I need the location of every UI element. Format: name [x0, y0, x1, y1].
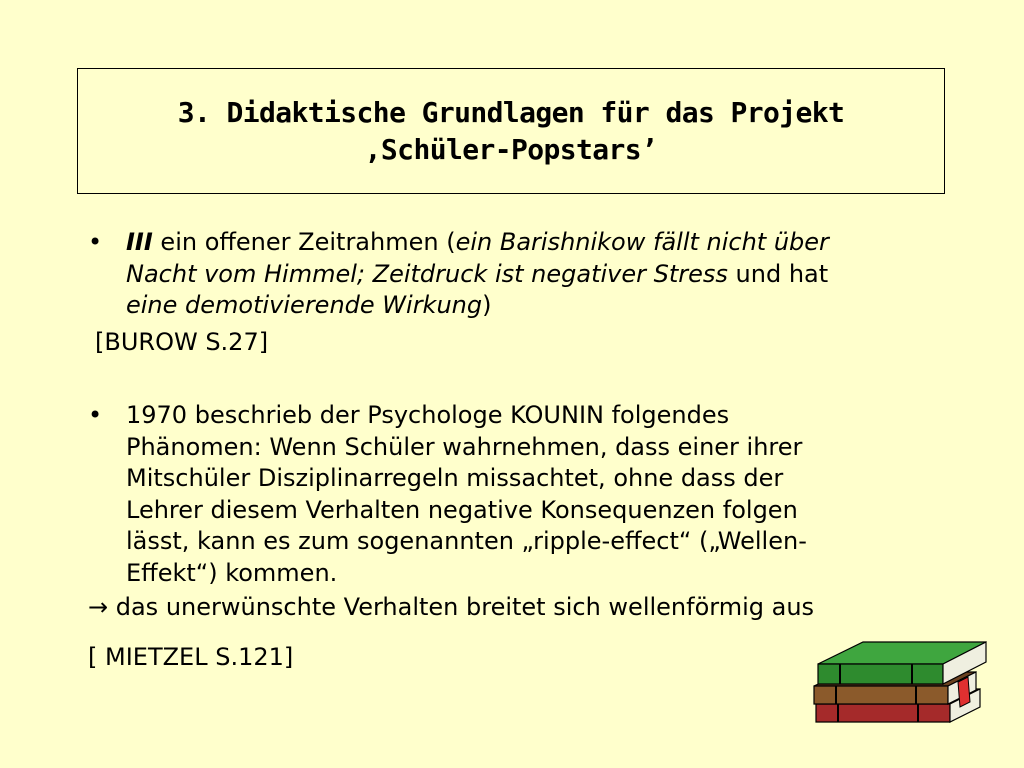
reference-mietzel: [ MIETZEL S.121] [88, 643, 294, 671]
conclusion-text: das unerwünschte Verhalten breitet sich wellenförmig aus [108, 593, 815, 621]
bullet-marker: • [88, 228, 103, 256]
bullet-1-italic-3: eine demotivierende Wirkung [126, 291, 483, 319]
bullet-2-line: Lehrer diesem Verhalten negative Konsequenzen folgen [126, 495, 798, 524]
bullet-1-line-2 [126, 259, 968, 291]
bullet-2-line: lässt, kann es zum sogenannten „ripple-effect“ („Wellen- [126, 527, 807, 555]
bullet-1-plain: ein offener Zeitrahmen ( [152, 228, 456, 256]
bullet-1-italic-2: Nacht vom Himmel; Zeitdruck ist negativer Stress [126, 259, 728, 288]
bullet-2-line: 1970 beschrieb der Psychologe KOUNIN folgendes [126, 401, 730, 429]
bullet-1-plain-2: und hat [727, 259, 829, 288]
bullet-1-lead: III [126, 228, 153, 256]
slide-title-box [77, 68, 945, 194]
bullet-2-line: Phänomen: Wenn Schüler wahrnehmen, dass einer ihrer [126, 432, 803, 461]
bullet-item-2 [88, 400, 968, 589]
reference-burow: [BUROW S.27] [95, 328, 269, 356]
bullet-2-line: Mitschüler Disziplinarregeln missachtet, ohne dass der [126, 464, 784, 492]
bullet-item-1 [88, 227, 968, 322]
bullet-1-line-1 [126, 227, 968, 259]
bullet-1-close-paren: ) [482, 291, 492, 319]
bullet-marker: • [88, 401, 103, 429]
bullet-2-line: Effekt“) kommen. [126, 558, 338, 587]
stack-of-books-icon [808, 634, 993, 733]
slide-title-line-1: 3. Didaktische Grundlagen für das Projekt [177, 96, 845, 129]
bullet-1-line-3 [126, 290, 968, 322]
conclusion-line [88, 592, 814, 624]
right-arrow-icon: → [88, 593, 109, 621]
bullet-1-italic: ein Barishnikow fällt nicht über [455, 228, 829, 256]
slide-title-line-2: ‚Schüler-Popstars’ [364, 133, 658, 166]
